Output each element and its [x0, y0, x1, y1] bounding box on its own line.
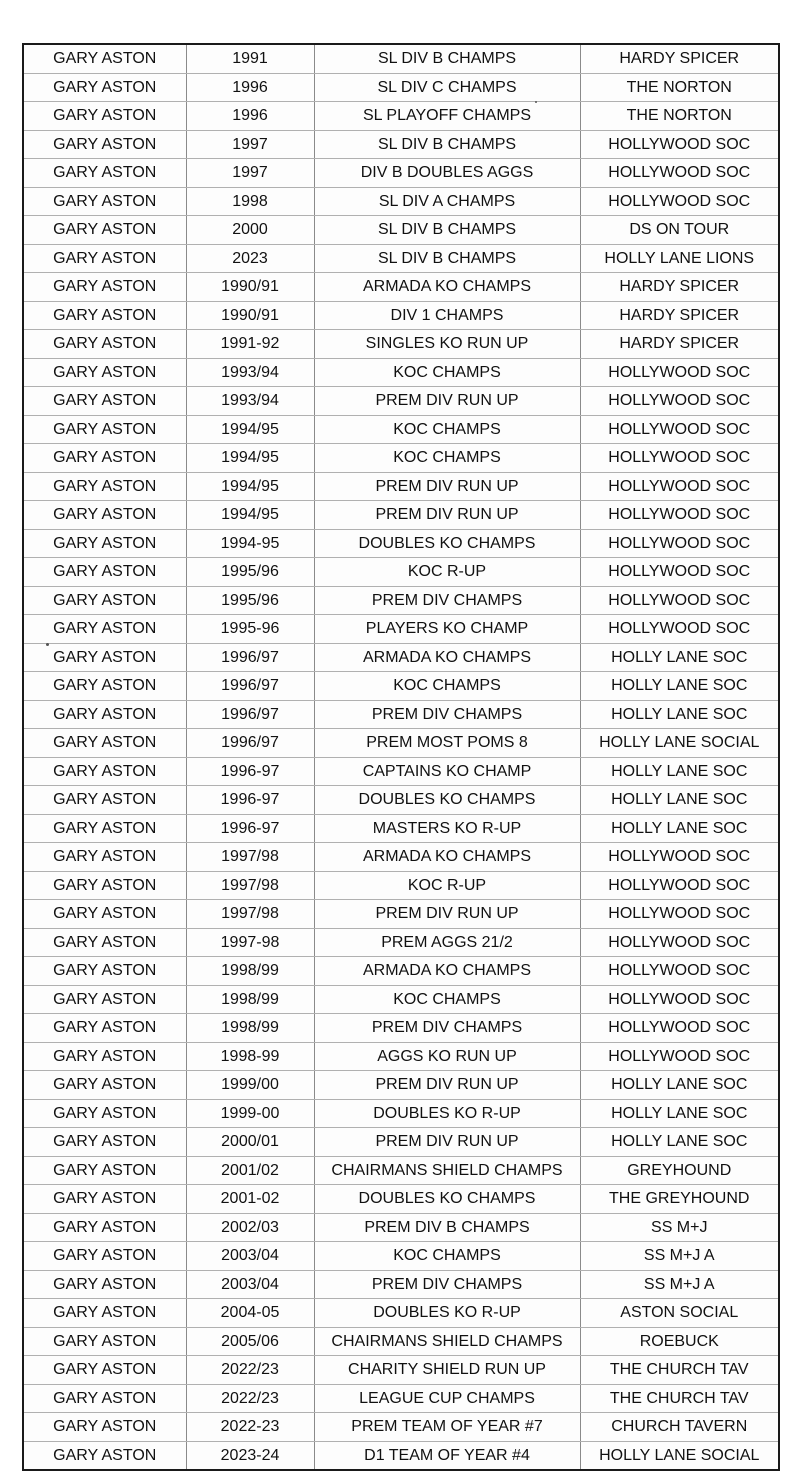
table-row	[24, 1441, 778, 1469]
record-club-cell: HOLLY LANE SOC	[580, 700, 778, 729]
records-table	[24, 45, 778, 1469]
table-row	[24, 387, 778, 416]
table-row	[24, 45, 778, 73]
record-event-cell: ARMADA KO CHAMPS	[314, 957, 580, 986]
table-row	[24, 330, 778, 359]
record-event-cell: DOUBLES KO CHAMPS	[314, 529, 580, 558]
table-row	[24, 159, 778, 188]
record-year-cell: 1991	[186, 45, 314, 73]
record-event-cell: KOC CHAMPS	[314, 985, 580, 1014]
table-row	[24, 729, 778, 758]
record-club-cell: HOLLY LANE SOC	[580, 786, 778, 815]
record-club-cell: SS M+J A	[580, 1242, 778, 1271]
record-name-cell: GARY ASTON	[24, 45, 186, 73]
record-event-cell: D1 TEAM OF YEAR #4	[314, 1441, 580, 1469]
record-event-cell: PREM DIV RUN UP	[314, 501, 580, 530]
record-name-cell: GARY ASTON	[24, 387, 186, 416]
record-year-cell: 1998-99	[186, 1042, 314, 1071]
table-row	[24, 1384, 778, 1413]
table-row	[24, 900, 778, 929]
record-event-cell: SL PLAYOFF CHAMPS	[314, 102, 580, 131]
record-event-cell: DOUBLES KO CHAMPS	[314, 1185, 580, 1214]
record-name-cell: GARY ASTON	[24, 1042, 186, 1071]
record-year-cell: 2000	[186, 216, 314, 245]
record-name-cell: GARY ASTON	[24, 615, 186, 644]
record-year-cell: 1990/91	[186, 301, 314, 330]
record-event-cell: PREM DIV CHAMPS	[314, 586, 580, 615]
record-club-cell: THE CHURCH TAV	[580, 1356, 778, 1385]
table-row	[24, 786, 778, 815]
record-name-cell: GARY ASTON	[24, 928, 186, 957]
table-row	[24, 415, 778, 444]
record-event-cell: ARMADA KO CHAMPS	[314, 843, 580, 872]
record-name-cell: GARY ASTON	[24, 187, 186, 216]
record-name-cell: GARY ASTON	[24, 1299, 186, 1328]
record-event-cell: PREM TEAM OF YEAR #7	[314, 1413, 580, 1442]
record-name-cell: GARY ASTON	[24, 985, 186, 1014]
record-club-cell: HOLLY LANE LIONS	[580, 244, 778, 273]
record-name-cell: GARY ASTON	[24, 586, 186, 615]
table-row	[24, 1356, 778, 1385]
record-year-cell: 1990/91	[186, 273, 314, 302]
record-club-cell: HOLLYWOOD SOC	[580, 871, 778, 900]
record-name-cell: GARY ASTON	[24, 244, 186, 273]
record-year-cell: 1994/95	[186, 501, 314, 530]
record-year-cell: 2001/02	[186, 1156, 314, 1185]
record-event-cell: CHAIRMANS SHIELD CHAMPS	[314, 1327, 580, 1356]
table-row	[24, 957, 778, 986]
record-year-cell: 2022-23	[186, 1413, 314, 1442]
record-event-cell: MASTERS KO R-UP	[314, 814, 580, 843]
record-year-cell: 1998/99	[186, 1014, 314, 1043]
table-row	[24, 928, 778, 957]
table-row	[24, 1242, 778, 1271]
record-club-cell: HOLLYWOOD SOC	[580, 1042, 778, 1071]
record-club-cell: HOLLYWOOD SOC	[580, 900, 778, 929]
record-year-cell: 2004-05	[186, 1299, 314, 1328]
record-year-cell: 2000/01	[186, 1128, 314, 1157]
record-event-cell: PREM DIV RUN UP	[314, 472, 580, 501]
record-club-cell: HOLLYWOOD SOC	[580, 387, 778, 416]
record-name-cell: GARY ASTON	[24, 1327, 186, 1356]
record-club-cell: THE CHURCH TAV	[580, 1384, 778, 1413]
table-row	[24, 1213, 778, 1242]
table-row	[24, 244, 778, 273]
record-club-cell: HOLLYWOOD SOC	[580, 187, 778, 216]
record-year-cell: 2022/23	[186, 1356, 314, 1385]
record-name-cell: GARY ASTON	[24, 1213, 186, 1242]
record-club-cell: HOLLY LANE SOCIAL	[599, 1446, 760, 1464]
record-event-cell: DOUBLES KO CHAMPS	[314, 786, 580, 815]
record-year-cell: 1994/95	[186, 472, 314, 501]
record-year-cell: 1996	[186, 102, 314, 131]
record-year-cell: 1997/98	[186, 900, 314, 929]
record-event-cell: SL DIV B CHAMPS	[314, 45, 580, 73]
record-name-cell: GARY ASTON	[24, 957, 186, 986]
record-club-cell: HOLLYWOOD SOC	[580, 130, 778, 159]
record-year-cell: 1999/00	[186, 1071, 314, 1100]
record-club-cell: HOLLYWOOD SOC	[580, 358, 778, 387]
record-event-cell: ARMADA KO CHAMPS	[314, 273, 580, 302]
record-club-cell: HOLLYWOOD SOC	[580, 843, 778, 872]
record-name-cell: GARY ASTON	[24, 843, 186, 872]
record-year-cell: 1997-98	[186, 928, 314, 957]
record-year-cell: 1997/98	[186, 843, 314, 872]
record-club-cell: HOLLY LANE SOC	[580, 757, 778, 786]
record-name-cell: GARY ASTON	[24, 273, 186, 302]
record-event-cell: KOC CHAMPS	[314, 358, 580, 387]
table-row	[24, 814, 778, 843]
record-club-cell: THE NORTON	[580, 102, 778, 131]
record-club-cell: HOLLYWOOD SOC	[580, 159, 778, 188]
record-year-cell: 2023	[186, 244, 314, 273]
record-year-cell: 2005/06	[186, 1327, 314, 1356]
record-event-cell: KOC CHAMPS	[314, 415, 580, 444]
record-year-cell: 1993/94	[186, 358, 314, 387]
table-row	[24, 444, 778, 473]
record-club-cell: THE GREYHOUND	[580, 1185, 778, 1214]
record-name-cell: GARY ASTON	[24, 1270, 186, 1299]
table-row	[24, 871, 778, 900]
record-name-cell: GARY ASTON	[24, 415, 186, 444]
record-event-cell: PREM DIV RUN UP	[314, 900, 580, 929]
record-event-cell: DOUBLES KO R-UP	[314, 1099, 580, 1128]
record-event-cell: PREM DIV CHAMPS	[314, 1014, 580, 1043]
table-row	[24, 586, 778, 615]
record-name-cell: GARY ASTON	[24, 301, 186, 330]
table-row	[24, 1185, 778, 1214]
record-year-cell: 2023-24	[186, 1441, 314, 1469]
record-club-cell: HOLLYWOOD SOC	[580, 472, 778, 501]
table-row	[24, 700, 778, 729]
record-event-cell: DIV B DOUBLES AGGS	[314, 159, 580, 188]
record-event-cell: KOC CHAMPS	[314, 444, 580, 473]
record-name-cell: GARY ASTON	[24, 729, 186, 758]
record-club-cell: HOLLYWOOD SOC	[580, 558, 778, 587]
record-name-cell: GARY ASTON	[24, 358, 186, 387]
records-table-body	[24, 45, 778, 1469]
table-row	[24, 130, 778, 159]
record-name-cell: GARY ASTON	[24, 159, 186, 188]
table-row	[24, 472, 778, 501]
record-event-cell: SL DIV B CHAMPS	[314, 130, 580, 159]
table-row	[24, 501, 778, 530]
record-name-cell: GARY ASTON	[24, 1071, 186, 1100]
record-name-cell: GARY ASTON	[24, 1441, 186, 1469]
record-year-cell: 1997	[186, 130, 314, 159]
record-year-cell: 1995/96	[186, 586, 314, 615]
record-name-cell: GARY ASTON	[24, 102, 186, 131]
record-club-cell: HOLLYWOOD SOC	[580, 529, 778, 558]
table-row	[24, 301, 778, 330]
record-club-cell: CHURCH TAVERN	[580, 1413, 778, 1442]
table-row	[24, 985, 778, 1014]
table-row	[24, 1128, 778, 1157]
record-name-cell: GARY ASTON	[24, 1413, 186, 1442]
record-year-cell: 2003/04	[186, 1242, 314, 1271]
record-name-cell: GARY ASTON	[24, 1014, 186, 1043]
record-club-cell: HOLLY LANE SOC	[580, 643, 778, 672]
record-year-cell: 1996/97	[186, 643, 314, 672]
record-club-cell: DS ON TOUR	[580, 216, 778, 245]
record-name-cell: GARY ASTON	[24, 472, 186, 501]
record-year-cell: 2003/04	[186, 1270, 314, 1299]
record-name-cell: GARY ASTON	[24, 871, 186, 900]
table-row	[24, 1299, 778, 1328]
records-sheet	[22, 43, 780, 1471]
record-year-cell: 1997	[186, 159, 314, 188]
record-club-cell: HOLLYWOOD SOC	[580, 586, 778, 615]
record-club-cell: HOLLYWOOD SOC	[580, 615, 778, 644]
record-name-cell: GARY ASTON	[24, 216, 186, 245]
record-name-cell: GARY ASTON	[24, 1242, 186, 1271]
table-row	[24, 1270, 778, 1299]
record-event-cell: KOC CHAMPS	[314, 672, 580, 701]
record-event-cell: PLAYERS KO CHAMP	[314, 615, 580, 644]
record-year-cell: 1998	[186, 187, 314, 216]
record-event-cell: KOC R-UP	[314, 871, 580, 900]
record-name-cell: GARY ASTON	[24, 330, 186, 359]
record-club-cell: HOLLYWOOD SOC	[580, 444, 778, 473]
record-name-cell: GARY ASTON	[24, 1384, 186, 1413]
table-row	[24, 1413, 778, 1442]
record-name-cell: GARY ASTON	[24, 757, 186, 786]
record-club-cell: HOLLYWOOD SOC	[580, 957, 778, 986]
record-name-cell: GARY ASTON	[24, 1099, 186, 1128]
record-club-cell: HOLLYWOOD SOC	[580, 928, 778, 957]
table-row	[24, 187, 778, 216]
record-year-cell: 1994-95	[186, 529, 314, 558]
table-row	[24, 1042, 778, 1071]
record-year-cell: 1996/97	[186, 729, 314, 758]
record-name-cell: GARY ASTON	[24, 444, 186, 473]
record-club-cell: HOLLY LANE SOC	[580, 814, 778, 843]
record-year-cell: 1996	[186, 73, 314, 102]
record-club-cell: HOLLYWOOD SOC	[580, 985, 778, 1014]
record-event-cell: CHAIRMANS SHIELD CHAMPS	[314, 1156, 580, 1185]
record-club-cell: HOLLY LANE SOC	[580, 1099, 778, 1128]
record-club-cell: HARDY SPICER	[580, 45, 778, 73]
record-year-cell: 1994/95	[186, 415, 314, 444]
record-event-cell: PREM DIV RUN UP	[314, 1128, 580, 1157]
record-name-cell: GARY ASTON	[24, 1185, 186, 1214]
record-name-cell: GARY ASTON	[24, 900, 186, 929]
record-club-cell: HARDY SPICER	[580, 273, 778, 302]
record-event-cell: SINGLES KO RUN UP	[314, 330, 580, 359]
record-year-cell: 1995-96	[186, 615, 314, 644]
record-event-cell: CAPTAINS KO CHAMP	[314, 757, 580, 786]
record-name-cell: GARY ASTON	[24, 73, 186, 102]
record-name-cell: GARY ASTON	[24, 700, 186, 729]
record-year-cell: 2001-02	[186, 1185, 314, 1214]
record-year-cell: 2022/23	[186, 1384, 314, 1413]
table-row	[24, 1071, 778, 1100]
record-year-cell: 1995/96	[186, 558, 314, 587]
record-year-cell: 1997/98	[186, 871, 314, 900]
table-row	[24, 843, 778, 872]
record-event-cell: PREM DIV CHAMPS	[314, 1270, 580, 1299]
record-name-cell: GARY ASTON	[24, 1356, 186, 1385]
record-club-cell: HOLLYWOOD SOC	[580, 501, 778, 530]
record-event-cell: SL DIV A CHAMPS	[314, 187, 580, 216]
record-name-cell: GARY ASTON	[24, 786, 186, 815]
record-club-cell: HARDY SPICER	[580, 301, 778, 330]
record-club-cell: HARDY SPICER	[580, 330, 778, 359]
record-event-cell: LEAGUE CUP CHAMPS	[314, 1384, 580, 1413]
record-event-cell: DIV 1 CHAMPS	[314, 301, 580, 330]
record-club-cell: HOLLYWOOD SOC	[580, 1014, 778, 1043]
record-name-cell: GARY ASTON	[24, 558, 186, 587]
record-event-cell: KOC CHAMPS	[314, 1242, 580, 1271]
scan-speck	[535, 101, 537, 103]
table-row	[24, 1327, 778, 1356]
record-year-cell: 1996-97	[186, 786, 314, 815]
record-event-cell: PREM DIV B CHAMPS	[314, 1213, 580, 1242]
record-year-cell: 1993/94	[186, 387, 314, 416]
record-year-cell: 2002/03	[186, 1213, 314, 1242]
table-row	[24, 643, 778, 672]
record-event-cell: PREM DIV RUN UP	[314, 1071, 580, 1100]
record-name-cell: GARY ASTON	[24, 130, 186, 159]
record-club-cell: ROEBUCK	[580, 1327, 778, 1356]
table-row	[24, 1099, 778, 1128]
record-name-cell: GARY ASTON	[24, 501, 186, 530]
record-year-cell: 1998/99	[186, 985, 314, 1014]
table-row	[24, 672, 778, 701]
table-row	[24, 615, 778, 644]
table-row	[24, 216, 778, 245]
record-name-cell: GARY ASTON	[24, 643, 186, 672]
record-year-cell: 1996-97	[186, 757, 314, 786]
record-club-cell: ASTON SOCIAL	[580, 1299, 778, 1328]
table-row	[24, 558, 778, 587]
record-event-cell: KOC R-UP	[314, 558, 580, 587]
record-year-cell: 1998/99	[186, 957, 314, 986]
record-club-cell: HOLLY LANE SOC	[580, 672, 778, 701]
record-event-cell: AGGS KO RUN UP	[314, 1042, 580, 1071]
record-club-cell: SS M+J A	[580, 1270, 778, 1299]
record-year-cell: 1994/95	[186, 444, 314, 473]
record-year-cell: 1996/97	[186, 672, 314, 701]
table-row	[24, 1156, 778, 1185]
record-event-cell: PREM DIV RUN UP	[314, 387, 580, 416]
record-year-cell: 1996-97	[186, 814, 314, 843]
table-row	[24, 529, 778, 558]
record-name-cell: GARY ASTON	[24, 814, 186, 843]
table-row	[24, 1014, 778, 1043]
record-event-cell: ARMADA KO CHAMPS	[314, 643, 580, 672]
record-event-cell: DOUBLES KO R-UP	[314, 1299, 580, 1328]
record-year-cell: 1996/97	[186, 700, 314, 729]
record-name-cell: GARY ASTON	[24, 1156, 186, 1185]
record-event-cell: SL DIV B CHAMPS	[314, 244, 580, 273]
record-event-cell: PREM DIV CHAMPS	[314, 700, 580, 729]
record-name-cell: GARY ASTON	[24, 672, 186, 701]
record-name-cell: GARY ASTON	[24, 529, 186, 558]
table-row	[24, 102, 778, 131]
record-club-cell: HOLLY LANE SOCIAL	[580, 729, 778, 758]
table-row	[24, 358, 778, 387]
record-club-cell: THE NORTON	[580, 73, 778, 102]
record-event-cell: PREM AGGS 21/2	[314, 928, 580, 957]
record-year-cell: 1999-00	[186, 1099, 314, 1128]
scan-speck	[46, 643, 49, 646]
record-event-cell: SL DIV C CHAMPS	[314, 73, 580, 102]
table-row	[24, 757, 778, 786]
table-row	[24, 73, 778, 102]
record-club-cell: GREYHOUND	[580, 1156, 778, 1185]
record-event-cell: SL DIV B CHAMPS	[314, 216, 580, 245]
record-club-cell: HOLLY LANE SOC	[580, 1128, 778, 1157]
table-row	[24, 273, 778, 302]
record-club-cell: HOLLYWOOD SOC	[580, 415, 778, 444]
record-event-cell: PREM MOST POMS 8	[314, 729, 580, 758]
record-year-cell: 1991-92	[186, 330, 314, 359]
record-name-cell: GARY ASTON	[24, 1128, 186, 1157]
record-event-cell: CHARITY SHIELD RUN UP	[314, 1356, 580, 1385]
record-club-cell: HOLLY LANE SOC	[580, 1071, 778, 1100]
record-club-cell: SS M+J	[580, 1213, 778, 1242]
